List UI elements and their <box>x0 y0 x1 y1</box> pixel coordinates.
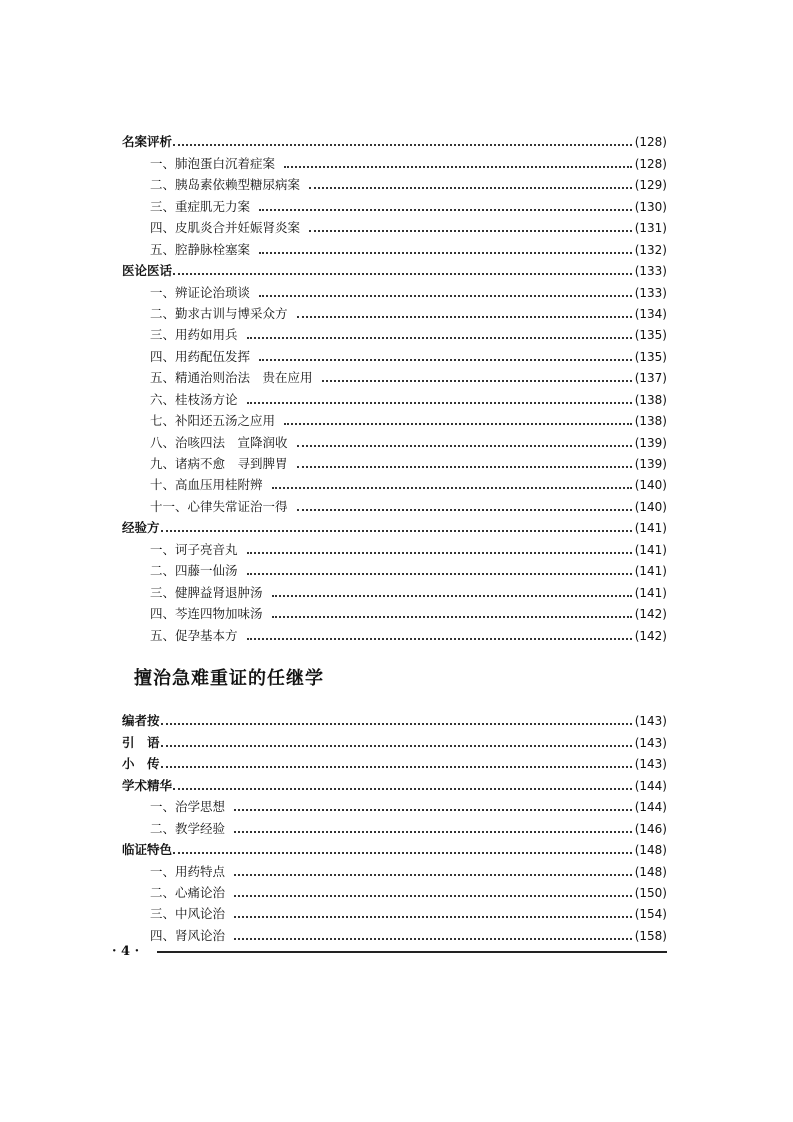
toc-entry <box>122 321 667 342</box>
entry-page: (132) <box>634 242 667 257</box>
toc-entry <box>122 557 667 578</box>
entry-title: 经验方 <box>122 520 160 536</box>
toc-entry <box>122 600 667 621</box>
toc-entry <box>122 793 667 814</box>
toc-entry <box>122 621 667 642</box>
toc-entry <box>122 235 667 256</box>
toc-entry <box>122 857 667 878</box>
toc-entry <box>122 171 667 192</box>
toc-entry <box>122 471 667 492</box>
entry-page: (133) <box>634 285 667 300</box>
entry-page: (130) <box>634 199 667 214</box>
entry-page: (141) <box>634 585 667 600</box>
dot-leader <box>247 552 632 554</box>
entry-title: 二、四藤一仙汤 <box>150 563 238 579</box>
toc-entry <box>122 128 667 149</box>
toc-entry <box>122 921 667 942</box>
entry-page: (141) <box>634 521 667 536</box>
entry-title: 引 语 <box>122 734 160 750</box>
entry-title: 二、勤求古训与博采众方 <box>150 305 288 321</box>
page-footer <box>112 944 667 959</box>
entry-title: 三、用药如用兵 <box>150 327 238 343</box>
entry-title: 一、辨证论治琐谈 <box>150 284 251 300</box>
entry-title: 五、促孕基本方 <box>150 627 238 643</box>
entry-page: (131) <box>634 221 667 236</box>
entry-page: (128) <box>634 135 667 150</box>
toc-entry <box>122 836 667 857</box>
toc-entry <box>122 364 667 385</box>
dot-leader <box>259 209 632 211</box>
entry-title: 三、中风论治 <box>150 906 226 922</box>
dot-leader <box>297 316 632 318</box>
entry-title: 九、诸病不愈 寻到脾胃 <box>150 456 288 471</box>
entry-page: (148) <box>634 843 667 858</box>
dot-leader <box>234 895 632 897</box>
section-title: 擅治急难重证的任继学 <box>134 668 324 689</box>
entry-page: (142) <box>634 628 667 643</box>
entry-page: (138) <box>634 414 667 429</box>
entry-title: 一、诃子亮音丸 <box>150 541 238 557</box>
entry-page: (137) <box>634 371 667 386</box>
toc-entry <box>122 149 667 170</box>
dot-leader <box>161 530 632 532</box>
entry-title: 名案评析 <box>122 134 173 150</box>
entry-page: (143) <box>634 735 667 750</box>
dot-leader <box>247 573 632 575</box>
entry-title: 二、心痛论治 <box>150 884 226 900</box>
toc-entry <box>122 257 667 278</box>
dot-leader <box>297 509 632 511</box>
entry-page: (143) <box>634 757 667 772</box>
toc-entry <box>122 514 667 535</box>
entry-page: (148) <box>634 864 667 879</box>
toc-entry <box>122 407 667 428</box>
entry-page: (150) <box>634 885 667 900</box>
entry-page: (144) <box>634 800 667 815</box>
entry-page: (146) <box>634 821 667 836</box>
entry-page: (133) <box>634 264 667 279</box>
toc-entry <box>122 428 667 449</box>
toc-entry <box>122 214 667 235</box>
dot-leader <box>161 766 632 768</box>
entry-page: (143) <box>634 714 667 729</box>
dot-leader <box>247 402 632 404</box>
entry-title: 一、肺泡蛋白沉着症案 <box>150 155 276 171</box>
entry-title: 四、芩连四物加味汤 <box>150 606 263 622</box>
entry-page: (140) <box>634 478 667 493</box>
dot-leader <box>259 295 632 297</box>
entry-title: 医论医话 <box>122 263 173 279</box>
dot-leader <box>247 638 632 640</box>
entry-page: (154) <box>634 907 667 922</box>
entry-title: 学术精华 <box>122 777 173 793</box>
entry-page: (134) <box>634 306 667 321</box>
entry-page: (135) <box>634 349 667 364</box>
dot-leader <box>173 144 632 146</box>
toc-entry <box>122 900 667 921</box>
toc-block-1 <box>122 128 667 643</box>
dot-leader <box>259 359 632 361</box>
entry-title: 一、治学思想 <box>150 799 226 815</box>
dot-leader <box>161 745 632 747</box>
page-number: · 4 · <box>112 944 140 959</box>
entry-title: 十、高血压用桂附辨 <box>150 477 263 493</box>
dot-leader <box>322 380 632 382</box>
entry-page: (139) <box>634 457 667 471</box>
entry-title: 十一、心律失常证治一得 <box>150 498 288 514</box>
dot-leader <box>272 487 632 489</box>
entry-page: (158) <box>634 928 667 943</box>
entry-title: 五、腔静脉栓塞案 <box>150 241 251 257</box>
toc-block-2 <box>122 707 667 943</box>
toc-entry <box>122 535 667 556</box>
toc-entry <box>122 278 667 299</box>
dot-leader <box>272 595 632 597</box>
entry-title: 临证特色 <box>122 842 173 858</box>
toc-entry <box>122 300 667 321</box>
dot-leader <box>284 423 632 425</box>
footer-rule <box>157 951 667 953</box>
entry-page: (138) <box>634 392 667 407</box>
toc-entry <box>122 192 667 213</box>
dot-leader <box>234 916 632 918</box>
toc-entry <box>122 750 667 771</box>
toc-entry <box>122 771 667 792</box>
dot-leader <box>161 723 632 725</box>
entry-title: 四、肾风论治 <box>150 927 226 943</box>
toc-entry <box>122 342 667 363</box>
entry-page: (141) <box>634 542 667 557</box>
entry-title: 七、补阳还五汤之应用 <box>150 413 276 429</box>
dot-leader <box>234 831 632 833</box>
dot-leader <box>173 788 632 790</box>
toc-entry <box>122 385 667 406</box>
toc-entry <box>122 492 667 513</box>
toc-entry <box>122 578 667 599</box>
dot-leader <box>297 445 632 447</box>
entry-title: 一、用药特点 <box>150 863 226 879</box>
entry-title: 三、重症肌无力案 <box>150 198 251 214</box>
entry-title: 三、健脾益肾退肿汤 <box>150 584 263 600</box>
entry-title: 小 传 <box>122 756 160 772</box>
dot-leader <box>272 616 632 618</box>
dot-leader <box>309 187 632 189</box>
entry-title: 六、桂枝汤方论 <box>150 391 238 407</box>
toc-entry <box>122 879 667 900</box>
toc-entry <box>122 728 667 749</box>
toc-entry <box>122 450 667 471</box>
entry-title: 八、治咳四法 宣降润收 <box>150 434 288 450</box>
entry-page: (135) <box>634 328 667 343</box>
entry-title: 二、教学经验 <box>150 820 226 836</box>
entry-title: 四、用药配伍发挥 <box>150 348 251 364</box>
entry-page: (140) <box>634 499 667 514</box>
entry-page: (139) <box>634 435 667 450</box>
entry-title: 四、皮肌炎合并妊娠肾炎案 <box>150 220 301 236</box>
dot-leader <box>297 466 632 468</box>
dot-leader <box>173 852 632 854</box>
toc-entry <box>122 814 667 835</box>
toc-entry <box>122 707 667 728</box>
dot-leader <box>234 938 632 940</box>
entry-title: 五、精通治则治法 贵在应用 <box>150 370 313 386</box>
dot-leader <box>234 809 632 811</box>
entry-title: 编者按 <box>122 713 160 729</box>
dot-leader <box>247 337 632 339</box>
entry-page: (129) <box>634 178 667 193</box>
entry-title: 二、胰岛素依赖型糖尿病案 <box>150 177 301 193</box>
entry-page: (141) <box>634 564 667 579</box>
entry-page: (142) <box>634 607 667 622</box>
dot-leader <box>259 252 632 254</box>
entry-page: (144) <box>634 778 667 793</box>
dot-leader <box>173 273 632 275</box>
dot-leader <box>284 166 632 168</box>
dot-leader <box>309 230 632 232</box>
entry-page: (128) <box>634 156 667 171</box>
dot-leader <box>234 874 632 876</box>
